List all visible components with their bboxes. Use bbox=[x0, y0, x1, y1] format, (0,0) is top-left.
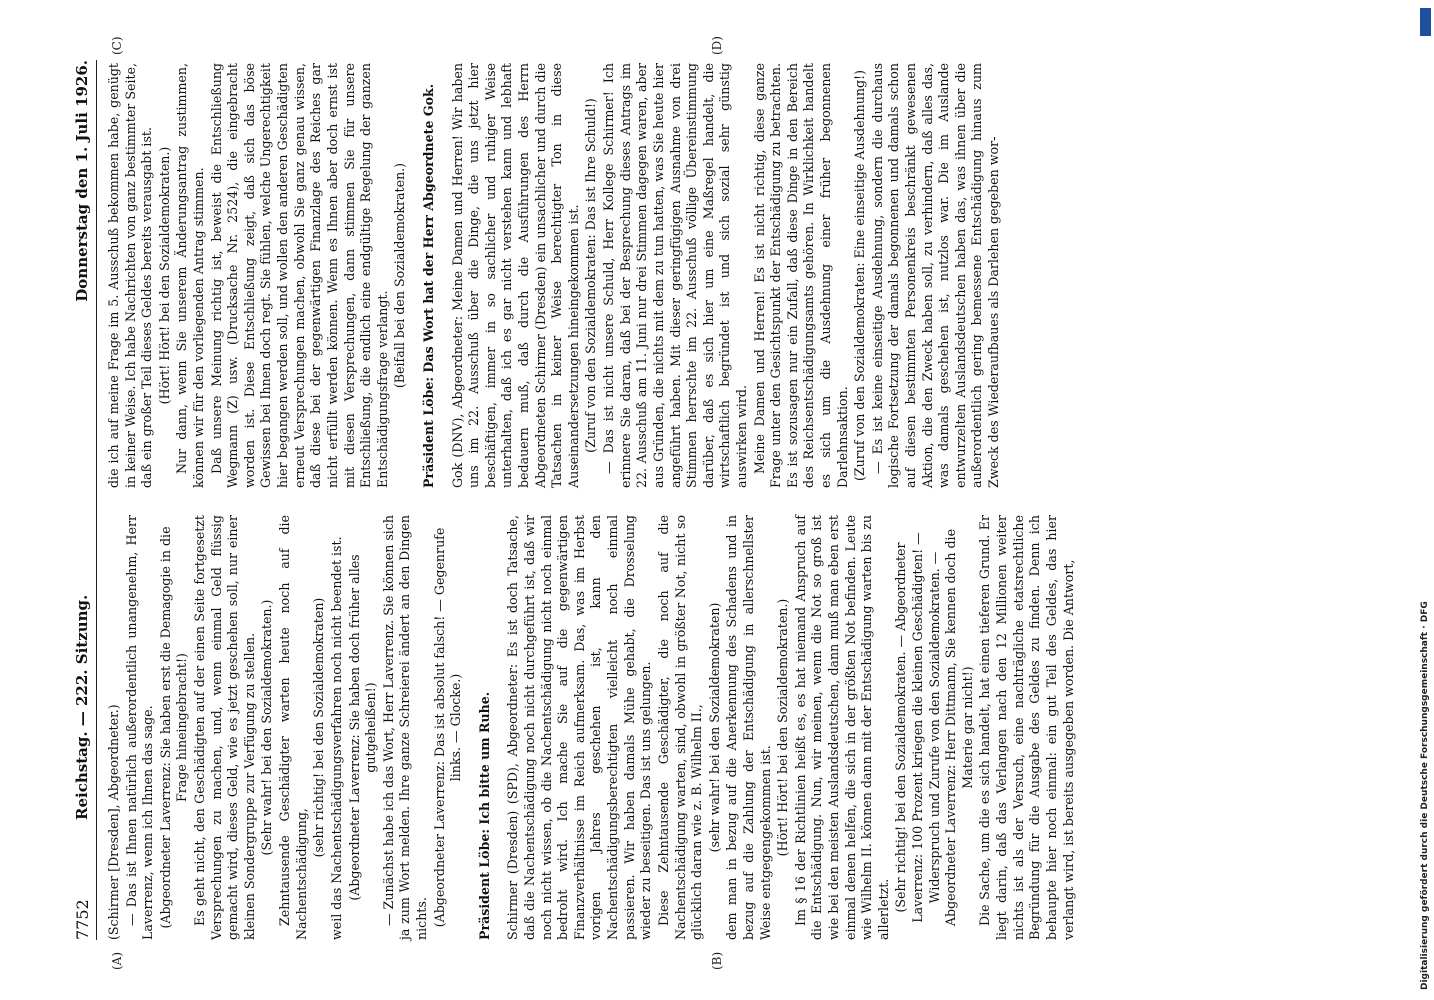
interjection: (Sehr wahr! bei den Sozialdemokraten.) bbox=[259, 599, 275, 856]
page-header bbox=[70, 60, 97, 940]
paragraph: dem man in bezug auf die Anerkennung des Schadens und in bezug auf die Zahlung der Entschädigung in allerschnellster Weise entgegengekommen ist. bbox=[724, 515, 773, 940]
margin-marker-c: (C) bbox=[110, 36, 124, 55]
interjection: (Hört! Hört! bei den Sozialdemokraten.) bbox=[156, 146, 172, 405]
paragraph: — Es ist keine einseitige Ausdehnung, sondern die durchaus logische Fortsetzung der damals begonnenen und damals schon auf diesen bestimmten Personenkreis beschränkt gewesenen Aktion, die den Zweck haben soll, zu verhindern, daß alles das, was damals geschehen ist, nutzlos war. Die im Auslande entwurzelten Auslandsdeutschen haben das, was ihnen über die außerordentlich gering bemessene Entschädigung hinaus zum Zweck des Wiederaufbaues als Darlehen gegeben wor- bbox=[869, 63, 1002, 488]
interjection: (Hört! Hört! bei den Sozialdemokraten.) bbox=[775, 598, 791, 857]
paragraph: — Zunächst habe ich das Wort, Herr Laverrenz. Sie können sich ja zum Wort melden. Ihre ganze Schreierei ändert an den Dingen nichts. bbox=[380, 515, 429, 940]
interjection: (sehr richtig! bei den Sozialdemokraten) bbox=[311, 597, 327, 858]
paragraph: — Das ist nicht unsere Schuld, Herr Kollege Schirmer! Ich erinnere Sie daran, daß bei der Besprechung dieses Antrags im 22. Ausschuß am 11. Juni nur drei Stimmen dagegen waren, aber aus Gründen, die nichts mit dem zu tun hatten, was Sie heute hier angeführt haben. Mit dieser geringfügigen Ausnahme von drei Stimmen herrschte im 22. Ausschuß völlige Übereinstimmung darüber, daß es sich hier um eine Maßregel handelt, die wirtschaftlich begründet ist und sich sozial sehr günstig auswirken wird. bbox=[601, 63, 749, 488]
header-left: Reichstag. — 222. Sitzung. bbox=[73, 594, 91, 820]
paragraph: Die Sache, um die es sich handelt, hat einen tieferen Grund. Er liegt darin, daß das Verlangen nach den 12 Millionen weiter nichts ist als der Versuch, eine nachträgliche etatsrechtliche Begründung für die Ausgabe des Geldes zu finden. Denn ich behaupte hier noch einmal: ein gut Teil des Geldes, das hier verlangt wird, ist bereits ausgegeben worden. Die Antwort, bbox=[977, 515, 1076, 940]
interjection: (Zuruf von den Sozialdemokraten: Das ist Ihre Schuld!) bbox=[583, 98, 599, 453]
header-right: Donnerstag den 1. Juli 1926. bbox=[73, 60, 91, 302]
paragraph: Im § 16 der Richtlinien heißt es, es hat niemand Anspruch auf die Entschädigung. Nun, wir meinen, wenn die Not so groß ist wie bei den meisten Auslandsdeutschen, dann muß man eben erst einmal denen helfen, die sich in der größten Not befinden. Leute wie Wilhelm II. können dann mit der Entschädigung warten bis zu allerletzt. bbox=[792, 515, 891, 940]
page-number: 7752 bbox=[73, 899, 92, 940]
interjection: (Abgeordneter Laverrenz: Das ist absolut falsch! — Gegenrufe links. — Glocke.) bbox=[431, 527, 464, 928]
speaker-paragraph: Gok (DNV), Abgeordneter: Meine Damen und Herren! Wir haben uns im 22. Ausschuß über die Dinge, die uns jetzt hier beschäftigen, immer in so sachlicher und ruhiger Weise unterhalten, daß ich es gar nicht verstehen kann und lebhaft bedauern muß, daß durch die Ausführungen des Herrn Abgeordneten Schirmer (Dresden) ein unsachlicher und durch die Tatsachen in keiner Weise berechtigter Ton in diese Auseinandersetzungen hineingekommen ist. bbox=[449, 63, 581, 488]
paragraph: die ich auf meine Frage im 5. Ausschuß bekommen habe, genügt in keiner Weise. Ich habe Nachrichten von ganz bestimmter Seite, daß ein großer Teil dieses Geldes bereits verausgabt ist. bbox=[106, 63, 155, 488]
interjection: (Abgeordneter Laverrenz: Sie haben erst die Demagogie in die Frage hineingebracht!) bbox=[157, 526, 190, 929]
interjection: (Zuruf von den Sozialdemokraten: Eine einseitige Ausdehnung!) bbox=[852, 69, 868, 482]
president-remark: Präsident Löbe: Ich bitte um Ruhe. bbox=[476, 691, 492, 940]
margin-marker-b: (B) bbox=[710, 951, 724, 970]
paragraph: (Schirmer [Dresden], Abgeordneter.) bbox=[106, 704, 121, 940]
paragraph: Diese Zehntausende Geschädigter, die noch auf die Nachentschädigung warten, sind, obwohl in größter Not, nicht so glücklich daran wie z. B. Wilhelm II., bbox=[655, 515, 705, 940]
left-column bbox=[106, 515, 1078, 940]
speaker-paragraph: Schirmer (Dresden) (SPD), Abgeordneter: Es ist doch Tatsache, daß die Nachentschädigung noch nicht durchgeführt ist, daß wir noch nicht wissen, ob die Nachentschädigung nicht noch einmal bedroht wird. Ich mache Sie auf die gegenwärtigen Finanzverhältnisse im Reich aufmerksam. Das, was im Herbst vorigen Jahres geschehen ist, kann den Nachentschädigungsberechtigten vielleicht noch einmal passieren. Wir haben damals Mühe gehabt, die Drosselung wieder zu beseitigen. Das ist uns gelungen. bbox=[505, 515, 654, 940]
interjection: (Sehr richtig! bei den Sozialdemokraten. — Abgeordneter Laverrenz: 100 Prozent kriegen die kleinen Geschädigten! — Widerspruch und Zurufe von den Sozialdemokraten. — Abgeordneter Laverrenz: Herr Dittmann, Sie kennen doch die Materie gar nicht!) bbox=[893, 528, 975, 927]
paragraph: Zehntausende Geschädigter warten heute noch auf die Nachentschädigung, bbox=[277, 515, 309, 940]
interjection: (sehr wahr! bei den Sozialdemokraten) bbox=[706, 602, 722, 853]
interjection: (Abgeordneter Laverrenz: Sie haben doch früher alles gutgeheißen!) bbox=[346, 554, 379, 901]
right-column bbox=[106, 63, 1004, 488]
interjection: (Beifall bei den Sozialdemokraten.) bbox=[392, 162, 408, 389]
paragraph: Daß unsere Meinung richtig ist, beweist die Entschließung Wegmann (Z) usw. (Drucksache Nr. 2524), die eingebracht worden ist. Diese Entschließung zeigt, daß sich das böse Gewissen bei Ihnen doch regt. Sie fühlen, welche Ungerechtigkeit hier begangen werden soll, und wollen den anderen Geschädigten erneut Versprechungen machen, obwohl Sie ganz genau wissen, daß diese bei der gegenwärtigen Finanzlage des Reiches gar nicht erfüllt werden können. Wenn es Ihnen aber doch ernst ist mit diesen Versprechungen, dann stimmen Sie für unsere Entschließung, die endlich eine endgültige Regelung der ganzen Entschädigungsfrage verlangt. bbox=[208, 63, 390, 488]
paragraph: weil das Nachentschädigungsverfahren noch nicht beendet ist. bbox=[328, 536, 344, 940]
president-remark: Präsident Löbe: Das Wort hat der Herr Abgeordnete Gok. bbox=[420, 83, 436, 488]
margin-marker-d: (D) bbox=[710, 36, 724, 55]
paragraph: Nur dann, wenn Sie unserem Änderungsantrag zustimmen, können wir für den vorliegenden Antrag stimmen. bbox=[174, 63, 207, 488]
paragraph: Meine Damen und Herren! Es ist nicht richtig, diese ganze Frage unter den Gesichtspunkt der Entschädigung zu betrachten. Es ist sozusagen nur ein Zufall, daß diese Dinge in den Bereich des Reichsentschädigungsamts gehören. In Wirklichkeit handelt es sich um die Ausdehnung einer früher begonnenen Darlehnsaktion. bbox=[751, 63, 850, 488]
digitization-note bbox=[1418, 10, 1432, 990]
paragraph: Es geht nicht, den Geschädigten auf der einen Seite fortgesetzt Versprechungen zu machen, und, wenn einmal Geld flüssig gemacht wird, dieses Geld, wie es jetzt geschehen soll, nur einer kleinen Sondergruppe zur Verfügung zu stellen. bbox=[192, 515, 257, 940]
rotated-page bbox=[70, 36, 1410, 970]
digitization-note-text: Digitalisierung gefördert durch die Deutsche Forschungsgemeinschaft · DFG bbox=[1420, 601, 1430, 990]
margin-marker-a: (A) bbox=[110, 951, 124, 970]
paragraph: — Das ist Ihnen natürlich außerordentlich unangenehm, Herr Laverrenz, wenn ich Ihnen das sage. bbox=[123, 515, 156, 940]
